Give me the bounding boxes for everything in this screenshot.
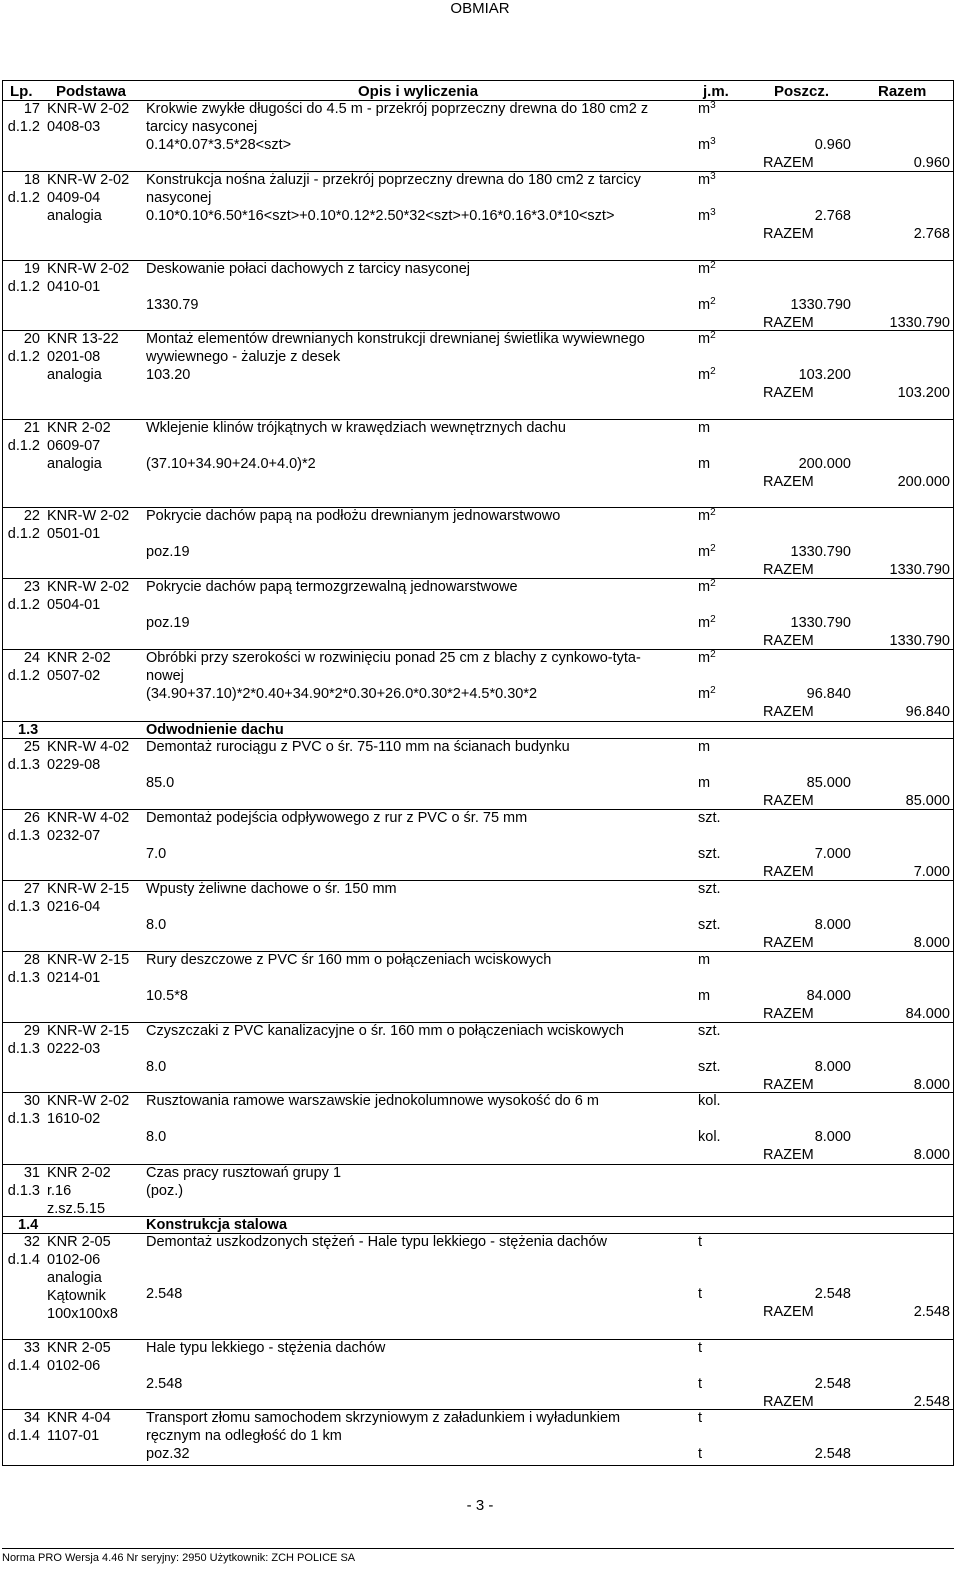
item-basis: analogia — [47, 1270, 102, 1286]
item-chapter: d.1.3 — [7, 1183, 40, 1199]
calculation-unit — [698, 208, 716, 226]
item-unit-base: m — [698, 508, 711, 524]
calculation-unit-exponent: 3 — [710, 136, 716, 147]
total-label: RAZEM — [763, 226, 814, 242]
item-partial-value: 103.200 — [798, 367, 851, 383]
item-chapter: d.1.3 — [7, 1041, 40, 1057]
total-label: RAZEM — [763, 1394, 814, 1410]
calculation-unit-base: m — [698, 208, 711, 224]
item-partial-value: 8.000 — [814, 1129, 851, 1145]
item-calculation: 7.0 — [146, 846, 167, 862]
item-total: 1330.790 — [889, 562, 950, 578]
item-basis: KNR-W 2-02 — [47, 508, 130, 524]
calculation-unit-base: m — [698, 544, 711, 560]
calculation-unit — [698, 137, 716, 155]
item-unit — [698, 261, 716, 279]
item-basis: KNR-W 2-15 — [47, 881, 130, 897]
item-basis: 0409-04 — [47, 190, 101, 206]
item-number: 26 — [23, 810, 40, 826]
item-total: 1330.790 — [889, 315, 950, 331]
calculation-unit-exponent: 2 — [710, 685, 716, 696]
item-partial-value: 1330.790 — [790, 544, 851, 560]
column-header-razem: Razem — [878, 83, 927, 100]
item-description: Pokrycie dachów papą termozgrzewalną jednowarstwowe — [146, 579, 518, 595]
item-chapter: d.1.2 — [7, 438, 40, 454]
item-number: 17 — [23, 101, 40, 117]
item-number: 21 — [23, 420, 40, 436]
item-basis: 0504-01 — [47, 597, 101, 613]
item-basis: KNR 2-02 — [47, 420, 111, 436]
item-basis: KNR-W 2-15 — [47, 952, 130, 968]
item-unit-base: m — [698, 579, 711, 595]
calculation-unit-base: m — [698, 367, 711, 383]
item-partial-value: 8.000 — [814, 1059, 851, 1075]
item-unit-base: m — [698, 261, 711, 277]
item-description: Wpusty żeliwne dachowe o śr. 150 mm — [146, 881, 397, 897]
item-description: wywiewnego - żaluzje z desek — [146, 349, 341, 365]
item-calculation: 2.548 — [146, 1286, 183, 1302]
item-chapter: d.1.4 — [7, 1428, 40, 1444]
item-basis: 0507-02 — [47, 668, 101, 684]
item-chapter: d.1.4 — [7, 1252, 40, 1268]
item-basis: KNR 2-02 — [47, 650, 111, 666]
item-basis: 1610-02 — [47, 1111, 101, 1127]
item-basis: KNR-W 2-02 — [47, 172, 130, 188]
item-description: ręcznym na odległość do 1 km — [146, 1428, 342, 1444]
item-description: Obróbki przy szerokości w rozwinięciu ponad 25 cm z blachy z cynkowo-tyta- — [146, 650, 641, 666]
item-total: 96.840 — [905, 704, 950, 720]
item-number: 19 — [23, 261, 40, 277]
software-footer: Norma PRO Wersja 4.46 Nr seryjny: 2950 Użytkownik: ZCH POLICE SA — [2, 1552, 356, 1564]
item-basis: z.sz.5.15 — [47, 1201, 106, 1217]
calculation-unit — [698, 367, 716, 385]
section-title: Konstrukcja stalowa — [146, 1217, 288, 1233]
item-number: 32 — [23, 1234, 40, 1250]
item-number: 30 — [23, 1093, 40, 1109]
item-number: 18 — [23, 172, 40, 188]
item-basis: 0232-07 — [47, 828, 101, 844]
item-partial-value: 2.548 — [814, 1376, 851, 1392]
item-description: Pokrycie dachów papą na podłożu drewnianym jednowarstwowo — [146, 508, 561, 524]
item-number: 25 — [23, 739, 40, 755]
item-partial-value: 200.000 — [798, 456, 851, 472]
item-partial-value: 1330.790 — [790, 297, 851, 313]
item-chapter: d.1.4 — [7, 1358, 40, 1374]
item-description: Deskowanie połaci dachowych z tarcicy nasyconej — [146, 261, 470, 277]
row-divider — [2, 1339, 954, 1340]
calculation-unit: t — [698, 1286, 703, 1302]
item-basis: 100x100x8 — [47, 1306, 118, 1322]
item-unit: szt. — [698, 810, 721, 826]
row-divider — [2, 260, 954, 261]
item-description: Rusztowania ramowe warszawskie jednokolumnowe wysokość do 6 m — [146, 1093, 599, 1109]
item-basis: 0609-07 — [47, 438, 101, 454]
calculation-unit — [698, 544, 716, 562]
item-basis: 0410-01 — [47, 279, 101, 295]
calculation-unit — [698, 297, 716, 315]
item-unit-exponent: 2 — [710, 330, 716, 341]
item-unit-exponent: 2 — [710, 578, 716, 589]
item-partial-value: 1330.790 — [790, 615, 851, 631]
column-header-poszcz: Poszcz. — [774, 83, 830, 100]
total-label: RAZEM — [763, 385, 814, 401]
measurement-table — [2, 80, 954, 1466]
item-unit — [698, 101, 716, 119]
item-basis: 0216-04 — [47, 899, 101, 915]
calculation-unit: szt. — [698, 917, 721, 933]
item-description: tarcicy nasyconej — [146, 119, 258, 135]
item-number: 20 — [23, 331, 40, 347]
item-basis: KNR 13-22 — [47, 331, 119, 347]
item-unit-exponent: 2 — [710, 649, 716, 660]
item-number: 34 — [23, 1410, 40, 1426]
item-unit — [698, 650, 716, 668]
item-calculation: 2.548 — [146, 1376, 183, 1392]
calculation-unit-base: m — [698, 137, 711, 153]
item-unit — [698, 331, 716, 349]
calculation-unit-base: m — [698, 297, 711, 313]
row-divider — [2, 1164, 954, 1165]
item-calculation: 85.0 — [146, 775, 175, 791]
total-label: RAZEM — [763, 1147, 814, 1163]
item-number: 27 — [23, 881, 40, 897]
item-calculation: 0.14*0.07*3.5*28<szt> — [146, 137, 292, 153]
item-calculation: 8.0 — [146, 1059, 167, 1075]
item-basis: KNR-W 2-02 — [47, 579, 130, 595]
item-number: 22 — [23, 508, 40, 524]
calculation-unit — [698, 615, 716, 633]
item-unit: szt. — [698, 881, 721, 897]
item-description: (poz.) — [146, 1183, 184, 1199]
item-unit-base: m — [698, 331, 711, 347]
calculation-unit — [698, 686, 716, 704]
item-basis: 0229-08 — [47, 757, 101, 773]
total-label: RAZEM — [763, 1304, 814, 1320]
total-label: RAZEM — [763, 1006, 814, 1022]
item-chapter: d.1.2 — [7, 279, 40, 295]
item-description: Demontaż uszkodzonych stężeń - Hale typu lekkiego - stężenia dachów — [146, 1234, 608, 1250]
item-basis: 0201-08 — [47, 349, 101, 365]
calculation-unit-exponent: 2 — [710, 366, 716, 377]
item-calculation: 8.0 — [146, 917, 167, 933]
item-description: Hale typu lekkiego - stężenia dachów — [146, 1340, 386, 1356]
calculation-unit-exponent: 2 — [710, 296, 716, 307]
item-unit: szt. — [698, 1023, 721, 1039]
item-basis: KNR-W 2-02 — [47, 1093, 130, 1109]
item-basis: 0408-03 — [47, 119, 101, 135]
item-basis: 0102-06 — [47, 1358, 101, 1374]
item-total: 1330.790 — [889, 633, 950, 649]
item-calculation: 1330.79 — [146, 297, 199, 313]
item-unit: kol. — [698, 1093, 721, 1109]
item-calculation: poz.32 — [146, 1446, 190, 1462]
item-basis: KNR-W 2-15 — [47, 1023, 130, 1039]
item-unit-exponent: 2 — [710, 260, 716, 271]
item-chapter: d.1.2 — [7, 526, 40, 542]
calculation-unit-exponent: 2 — [710, 614, 716, 625]
item-calculation: 0.10*0.10*6.50*16<szt>+0.10*0.12*2.50*32<szt>+0.16*0.16*3.0*10<szt> — [146, 208, 615, 224]
item-number: 23 — [23, 579, 40, 595]
item-partial-value: 96.840 — [806, 686, 851, 702]
calculation-unit: t — [698, 1376, 703, 1392]
item-basis: 0222-03 — [47, 1041, 101, 1057]
item-unit — [698, 172, 716, 190]
item-total: 8.000 — [913, 1077, 950, 1093]
item-chapter: d.1.3 — [7, 757, 40, 773]
item-calculation: poz.19 — [146, 615, 190, 631]
section-title: Odwodnienie dachu — [146, 722, 284, 738]
item-basis: KNR-W 2-02 — [47, 261, 130, 277]
item-basis: r.16 — [47, 1183, 72, 1199]
item-basis: Kątownik — [47, 1288, 106, 1304]
item-total: 8.000 — [913, 935, 950, 951]
calculation-unit: m — [698, 456, 711, 472]
item-partial-value: 2.548 — [814, 1446, 851, 1462]
calculation-unit: kol. — [698, 1129, 721, 1145]
item-number: 33 — [23, 1340, 40, 1356]
item-chapter: d.1.2 — [7, 119, 40, 135]
item-unit-exponent: 2 — [710, 507, 716, 518]
item-chapter: d.1.2 — [7, 190, 40, 206]
item-basis: KNR-W 4-02 — [47, 739, 130, 755]
item-basis: analogia — [47, 367, 102, 383]
row-divider — [2, 721, 954, 722]
item-unit: t — [698, 1410, 703, 1426]
item-number: 29 — [23, 1023, 40, 1039]
item-total: 7.000 — [913, 864, 950, 880]
total-label: RAZEM — [763, 793, 814, 809]
item-unit: m — [698, 952, 711, 968]
item-description: Czas pracy rusztowań grupy 1 — [146, 1165, 342, 1181]
item-description: nowej — [146, 668, 184, 684]
item-description: Wklejenie klinów trójkątnych w krawędziach wewnętrznych dachu — [146, 420, 566, 436]
item-calculation: poz.19 — [146, 544, 190, 560]
item-basis: KNR 2-02 — [47, 1165, 111, 1181]
item-partial-value: 2.548 — [814, 1286, 851, 1302]
calculation-unit: t — [698, 1446, 703, 1462]
item-basis: analogia — [47, 456, 102, 472]
calculation-unit-exponent: 2 — [710, 543, 716, 554]
item-calculation: 10.5*8 — [146, 988, 188, 1004]
total-label: RAZEM — [763, 704, 814, 720]
item-calculation: 8.0 — [146, 1129, 167, 1145]
item-unit: m — [698, 739, 711, 755]
item-description: Demontaż podejścia odpływowego z rur z PVC o śr. 75 mm — [146, 810, 528, 826]
item-unit-base: m — [698, 650, 711, 666]
item-basis: KNR 2-05 — [47, 1340, 111, 1356]
item-basis: KNR 2-05 — [47, 1234, 111, 1250]
calculation-unit-exponent: 3 — [710, 207, 716, 218]
total-label: RAZEM — [763, 1077, 814, 1093]
item-total: 84.000 — [905, 1006, 950, 1022]
item-total: 103.200 — [897, 385, 950, 401]
item-number: 28 — [23, 952, 40, 968]
item-calculation: 103.20 — [146, 367, 191, 383]
item-chapter: d.1.3 — [7, 970, 40, 986]
item-partial-value: 84.000 — [806, 988, 851, 1004]
item-unit — [698, 579, 716, 597]
item-partial-value: 7.000 — [814, 846, 851, 862]
item-description: Montaż elementów drewnianych konstrukcji drewnianej świetlika wywiewnego — [146, 331, 645, 347]
calculation-unit: szt. — [698, 1059, 721, 1075]
total-label: RAZEM — [763, 935, 814, 951]
item-partial-value: 85.000 — [806, 775, 851, 791]
item-total: 2.768 — [913, 226, 950, 242]
item-number: 24 — [23, 650, 40, 666]
column-header-jm: j.m. — [703, 83, 729, 100]
item-total: 2.548 — [913, 1394, 950, 1410]
item-description: Konstrukcja nośna żaluzji - przekrój poprzeczny drewna do 180 cm2 z tarcicy — [146, 172, 641, 188]
page-number: - 3 - — [466, 1497, 494, 1514]
item-partial-value: 2.768 — [814, 208, 851, 224]
item-total: 2.548 — [913, 1304, 950, 1320]
calculation-unit-base: m — [698, 615, 711, 631]
item-total: 8.000 — [913, 1147, 950, 1163]
row-divider — [2, 1216, 954, 1217]
item-unit: t — [698, 1340, 703, 1356]
item-unit — [698, 508, 716, 526]
item-basis: 0214-01 — [47, 970, 101, 986]
column-header-lp: Lp. — [10, 83, 33, 100]
total-label: RAZEM — [763, 474, 814, 490]
total-label: RAZEM — [763, 864, 814, 880]
item-chapter: d.1.2 — [7, 668, 40, 684]
footer-divider — [2, 1548, 954, 1549]
item-description: Rury deszczowe z PVC śr 160 mm o połączeniach wciskowych — [146, 952, 552, 968]
item-unit-base: m — [698, 101, 711, 117]
item-basis: KNR 4-04 — [47, 1410, 111, 1426]
total-label: RAZEM — [763, 315, 814, 331]
item-unit: t — [698, 1234, 703, 1250]
item-basis: 0501-01 — [47, 526, 101, 542]
total-label: RAZEM — [763, 633, 814, 649]
page-title: OBMIAR — [450, 0, 510, 17]
section-number: 1.3 — [18, 722, 39, 738]
item-calculation: (34.90+37.10)*2*0.40+34.90*2*0.30+26.0*0.30*2+4.5*0.30*2 — [146, 686, 538, 702]
item-unit-base: m — [698, 172, 711, 188]
column-header-opis: Opis i wyliczenia — [358, 83, 479, 100]
item-chapter: d.1.2 — [7, 349, 40, 365]
item-total: 200.000 — [897, 474, 950, 490]
item-basis: 1107-01 — [47, 1428, 100, 1444]
item-chapter: d.1.3 — [7, 828, 40, 844]
item-partial-value: 8.000 — [814, 917, 851, 933]
item-basis: 0102-06 — [47, 1252, 101, 1268]
total-label: RAZEM — [763, 155, 814, 171]
calculation-unit: m — [698, 775, 711, 791]
item-basis: KNR-W 2-02 — [47, 101, 130, 117]
item-description: Czyszczaki z PVC kanalizacyjne o śr. 160 mm o połączeniach wciskowych — [146, 1023, 624, 1039]
item-chapter: d.1.3 — [7, 899, 40, 915]
calculation-unit-base: m — [698, 686, 711, 702]
calculation-unit: m — [698, 988, 711, 1004]
item-description: nasyconej — [146, 190, 212, 206]
item-calculation: (37.10+34.90+24.0+4.0)*2 — [146, 456, 316, 472]
item-basis: KNR-W 4-02 — [47, 810, 130, 826]
column-header-podstawa: Podstawa — [56, 83, 127, 100]
item-number: 31 — [23, 1165, 40, 1181]
item-description: Demontaż rurociągu z PVC o śr. 75-110 mm na ścianach budynku — [146, 739, 570, 755]
item-unit-exponent: 3 — [710, 100, 716, 111]
item-partial-value: 0.960 — [814, 137, 851, 153]
item-description: Krokwie zwykłe długości do 4.5 m - przekrój poprzeczny drewna do 180 cm2 z — [146, 101, 649, 117]
item-unit: m — [698, 420, 711, 436]
item-total: 85.000 — [905, 793, 950, 809]
item-basis: analogia — [47, 208, 102, 224]
item-chapter: d.1.3 — [7, 1111, 40, 1127]
item-total: 0.960 — [913, 155, 950, 171]
item-chapter: d.1.2 — [7, 597, 40, 613]
item-unit-exponent: 3 — [710, 171, 716, 182]
section-number: 1.4 — [18, 1217, 39, 1233]
total-label: RAZEM — [763, 562, 814, 578]
calculation-unit: szt. — [698, 846, 721, 862]
item-description: Transport złomu samochodem skrzyniowym z załadunkiem i wyładunkiem — [146, 1410, 621, 1426]
